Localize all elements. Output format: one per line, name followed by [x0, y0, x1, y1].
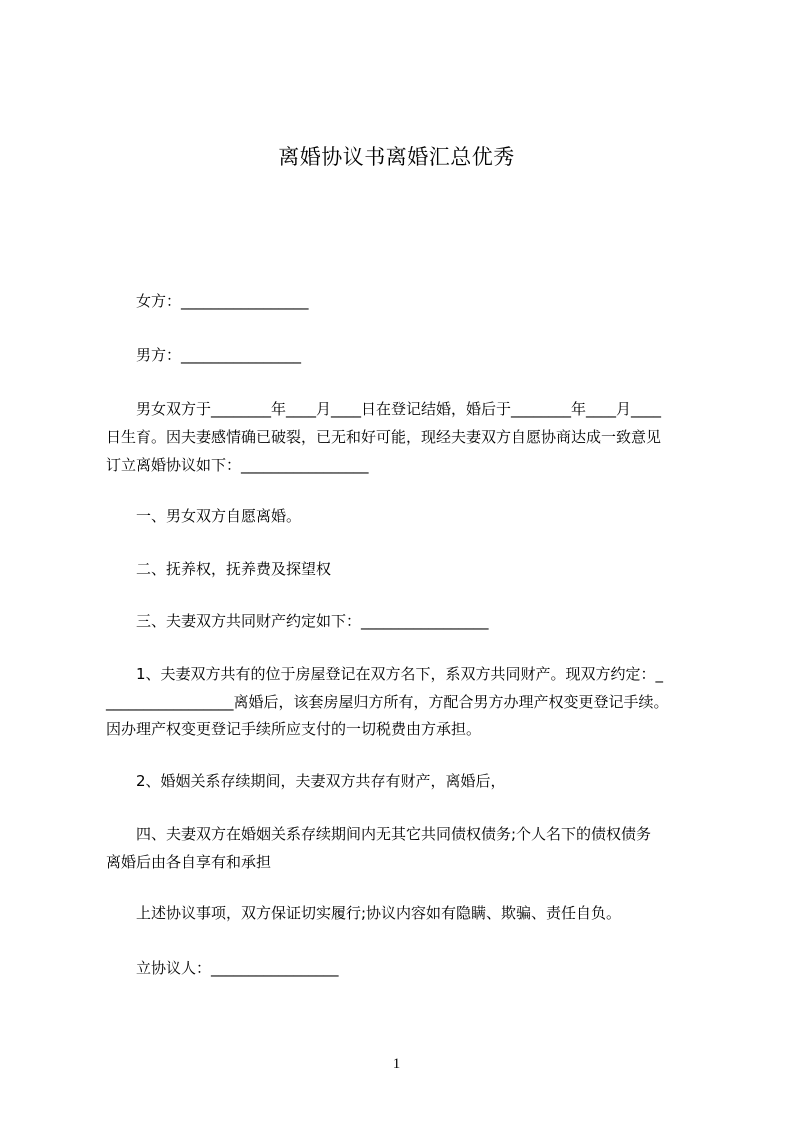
intro-line-1: 男女双方于________年____月____日在登记结婚，婚后于________年____月____: [136, 400, 662, 418]
closing-statement: 上述协议事项，双方保证切实履行;协议内容如有隐瞒、欺骗、责任自负。: [136, 904, 622, 922]
signatory-line: 立协议人：_________________: [136, 959, 339, 977]
property-clause-1-line-1: 1、夫妻双方共有的位于房屋登记在双方名下，系双方共同财产。现双方约定：_: [136, 665, 664, 683]
clause-1: 一、男女双方自愿离婚。: [136, 507, 302, 525]
male-party-line: 男方：________________: [136, 346, 302, 364]
female-party-line: 女方：_________________: [136, 292, 309, 310]
clause-2: 二、抚养权，抚养费及探望权: [136, 560, 332, 578]
property-clause-2: 2、婚姻关系存续期间，夫妻双方共存有财产，离婚后，: [136, 772, 506, 790]
document-title: 离婚协议书离婚汇总优秀: [278, 145, 515, 169]
property-clause-1-line-2: _________________离婚后，该套房屋归方所有，方配合男方办理产权变更登记手续。: [106, 693, 669, 711]
clause-4-line-1: 四、夫妻双方在婚姻关系存续期间内无其它共同债权债务;个人名下的债权债务: [136, 825, 652, 843]
property-clause-1-line-3: 因办理产权变更登记手续所应支付的一切税费由方承担。: [106, 720, 482, 738]
page-number: 1: [392, 1056, 401, 1072]
clause-4-line-2: 离婚后由各自享有和承担: [106, 853, 272, 871]
intro-line-3: 订立离婚协议如下：_________________: [106, 456, 369, 474]
clause-3: 三、夫妻双方共同财产约定如下：_________________: [136, 612, 489, 630]
intro-line-2: 日生育。因夫妻感情确已破裂，已无和好可能，现经夫妻双方自愿协商达成一致意见: [106, 428, 662, 446]
